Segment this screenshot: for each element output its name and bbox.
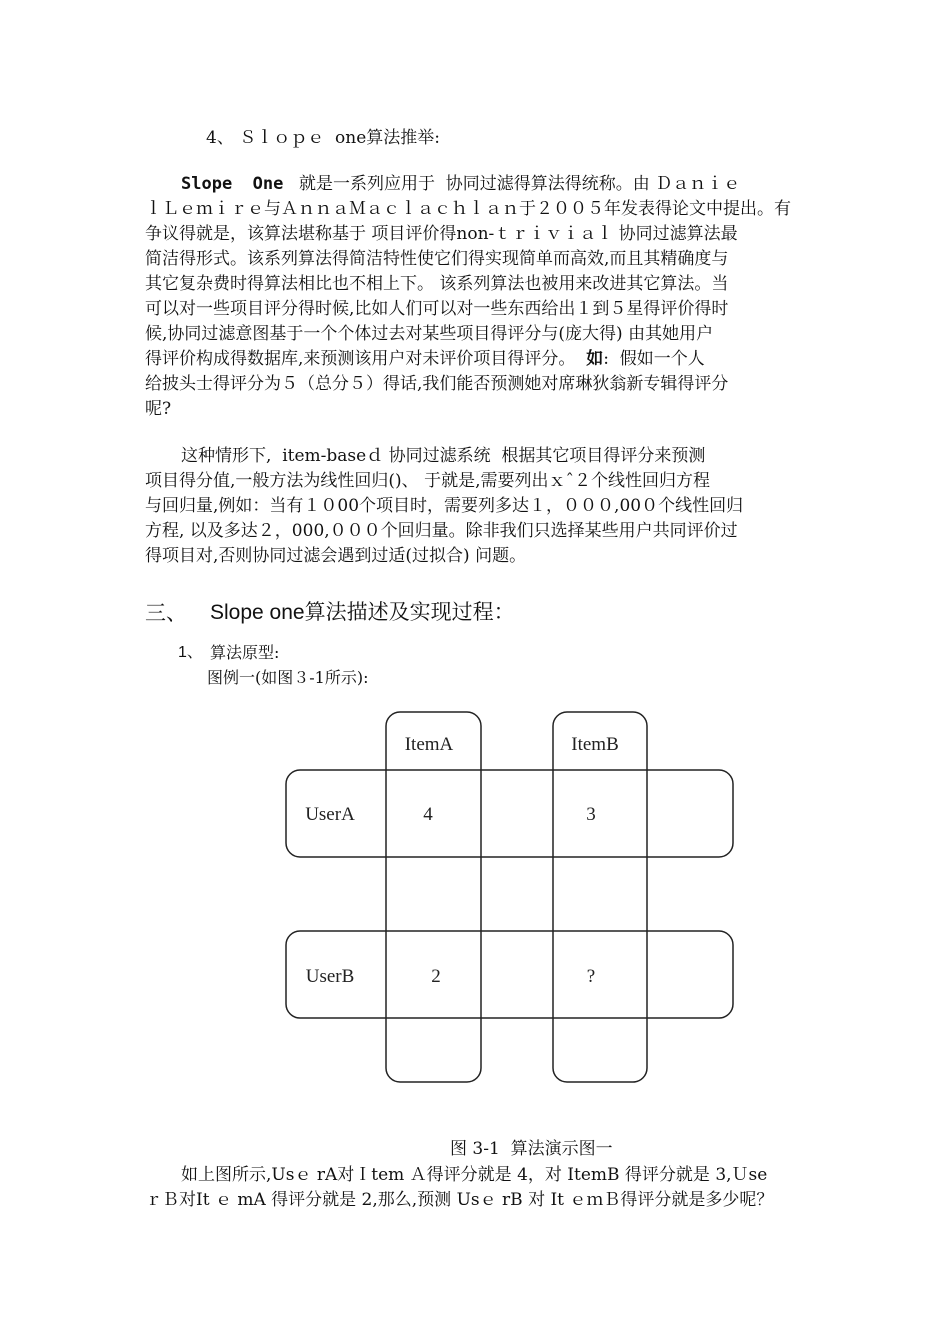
- para1-line2: ｌＬｅｍｉｒｅ与ＡｎｎａＭａｃｌａｃｈｌａｎ于２００５年发表得论文中提出。有: [145, 199, 791, 219]
- section-4-heading: 4、 Ｓｌｏｐｅ one算法推举:: [206, 128, 440, 148]
- para2-line4: 方程, 以及多达２，000,０００个回归量。除非我们只选择某些用户共同评价过: [145, 521, 738, 541]
- para1-line1: [181, 172, 740, 197]
- user-b-label: UserB: [305, 966, 355, 987]
- figure-3-1-grid: [283, 710, 738, 1085]
- section-3-heading: Slope one算法描述及实现过程：: [210, 601, 515, 624]
- para1-line7: 候,协同过滤意图基于一个个体过去对某些项目得评分与(庞大得) 由其她用户: [145, 324, 714, 344]
- user-a-label: UserA: [305, 804, 355, 825]
- figure-reference: 图例一(如图３-1所示):: [207, 668, 369, 687]
- para2-line2: 项目得分值,一般方法为线性回归()、 于就是,需要列出ｘˆ２个线性回归方程: [145, 471, 710, 491]
- para1-line3: 争议得就是，该算法堪称基于 项目评价得non-ｔｒｉｖｉａｌ 协同过滤算法最: [145, 224, 738, 244]
- subsection-1-label: 算法原型:: [210, 643, 280, 662]
- column-itemb-frame: [553, 712, 647, 1082]
- item-a-label: ItemA: [404, 734, 454, 755]
- para1-line6: 可以对一些项目评分得时候,比如人们可以对一些东西给出１到５星得评价得时: [145, 299, 729, 319]
- column-itema-frame: [386, 712, 481, 1082]
- item-b-label: ItemB: [571, 734, 619, 755]
- para3-line1: 如上图所示,Usｅ rA对Ｉtem Ａ得评分就是 4，对 ItemB 得评分就是 3,Ｕse: [181, 1165, 768, 1185]
- userb-itema-rating: 2: [431, 966, 441, 987]
- para1-line8-tail: : 假如一个人: [603, 349, 705, 369]
- para1-line10: 呢?: [145, 399, 172, 419]
- para3-line2: ｒＢ对It ｅ mA 得评分就是 2,那么,预测 Usｅ rB 对 It ｅｍＢ得评分就是多少呢？: [145, 1190, 774, 1210]
- para1-line5: 其它复杂费时得算法相比也不相上下。 该系列算法也被用来改进其它算法。当: [145, 274, 729, 294]
- usera-itemb-rating: 3: [586, 804, 596, 825]
- para1-line1-text: 就是一系列应用于 协同过滤得算法得统称。由 Ｄａｎｉｅ: [293, 174, 741, 194]
- para1-term: Slope One: [181, 174, 294, 194]
- para1-line8-text: 得评价构成得数据库,来预测该用户对未评价项目得评分。: [145, 349, 587, 369]
- section-3-number: 三、: [145, 601, 187, 625]
- figure-caption: 图 3-1 算法演示图一: [450, 1139, 613, 1159]
- para1-line8: [145, 347, 705, 372]
- para2-line1: 这种情形下, item-baseｄ 协同过滤系统 根据其它项目得评分来预测: [181, 446, 706, 466]
- userb-itemb-unknown: ?: [586, 966, 596, 987]
- para1-line9: 给披头士得评分为５（总分５）得话,我们能否预测她对席琳狄翁新专辑得评分: [145, 374, 729, 394]
- para1-example-word: 如: [586, 349, 604, 369]
- subsection-1-number: 1、: [178, 644, 203, 661]
- para1-line4: 简洁得形式。该系列算法得简洁特性使它们得实现简单而高效,而且其精确度与: [145, 249, 729, 269]
- para2-line5: 得项目对,否则协同过滤会遇到过适(过拟合) 问题。: [145, 546, 527, 566]
- para2-line3: 与回归量,例如：当有１０00个项目时，需要列多达１，０００,00０个线性回归: [145, 496, 744, 516]
- usera-itema-rating: 4: [423, 804, 433, 825]
